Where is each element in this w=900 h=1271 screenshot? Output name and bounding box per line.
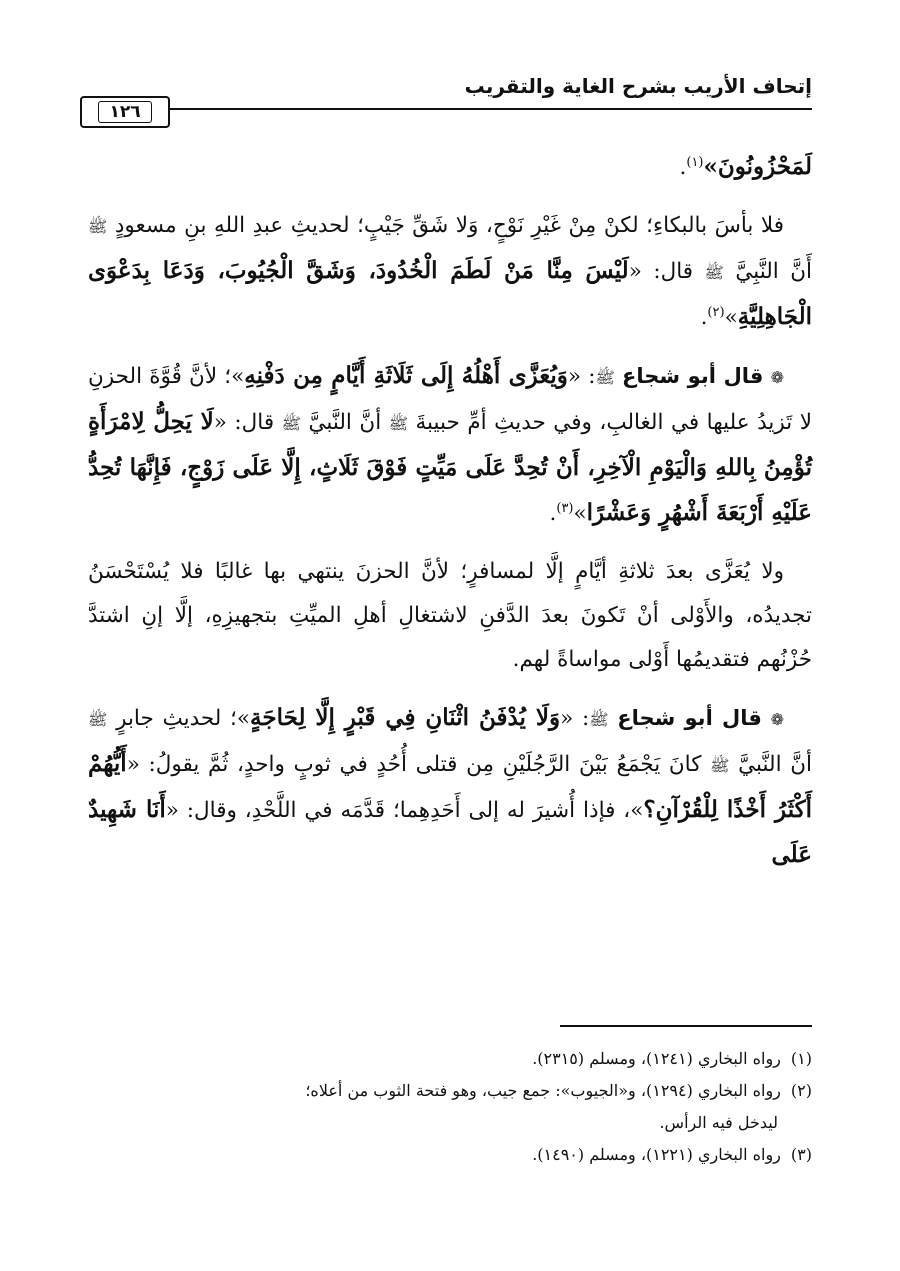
quote-end: لَمَحْزُونُونَ» (703, 153, 812, 180)
footnote-separator (560, 1025, 812, 1027)
text: أَنَّ النَّبِيَّ (735, 259, 812, 284)
honorific-symbol: ﷺ (589, 710, 609, 729)
text: كانَ يَجْمَعُ بَيْنَ الرَّجُلَيْنِ مِن قتلى أُحُدٍ في ثوبٍ واحدٍ، ثُمَّ يقولُ: « (126, 752, 702, 777)
text: »، فإذا أُشيرَ له إلى أَحَدِهِما؛ قَدَّمَه في اللَّحْدِ، وقال: « (165, 798, 644, 823)
paragraph-0 (88, 145, 812, 190)
footnotes (88, 1043, 812, 1171)
text: . (700, 305, 708, 330)
hadith-text: أَنَا شَهِيدٌ عَلَى (88, 796, 812, 868)
hadith-text: لَا يَحِلُّ لِامْرَأَةٍ تُؤْمِنُ بِاللهِ وَالْيَوْمِ الْآخِرِ، أَنْ تُحِدَّ عَلَى مَيِّتٍ فَوْقَ ثَلَاثٍ، إِلَّا عَلَى زَوْجٍ، فَإِنَّهَا تُحِدُّ عَلَيْهِ أَرْبَعَةَ أَشْهُرٍ وَعَشْرًا (88, 408, 812, 526)
header-rule (88, 108, 812, 110)
footnote-text: رواه البخاري (١٢٩٤)، و«الجيوب»: جمع جيب، وهو فتحة الثوب من أعلاه؛ (305, 1081, 781, 1100)
honorific-symbol: ﷺ (281, 414, 301, 433)
page-number-frame (80, 96, 170, 128)
text: » (724, 305, 738, 330)
honorific-symbol: ﷺ (595, 368, 615, 387)
matn-text: وَيُعَزَّى أَهْلُهُ إِلَى ثَلَاثَةِ أَيَّامٍ مِن دَفْنِهِ (244, 362, 568, 389)
footnote-number: (٢) (790, 1081, 812, 1100)
text: : « (560, 706, 590, 731)
honorific-symbol: ﷺ (88, 710, 108, 729)
honorific-symbol: ﷺ (388, 414, 409, 433)
text: قال: « (213, 410, 275, 435)
footnote-2-continued: ليدخل فيه الرأس. (659, 1113, 778, 1132)
paragraph-3: ولا يُعَزَّى بعدَ ثلاثةِ أيَّامٍ إلَّا لمسافرٍ؛ لأنَّ الحزنَ ينتهي بها غالبًا فلا يُسْتَحْسَنُ تجديدُه، والأَوْلى أنْ تَكونَ بعدَ الدَّفنِ لاشتغالِ أهلِ الميِّتِ بتجهيزِهِ، إلَّا إنِ اشتدَّ حُزْنُهم فتقديمُها أَوْلى مواساةً لهم. (88, 559, 812, 672)
text: . (679, 155, 687, 180)
text: : « (567, 364, 596, 389)
running-title: إتحاف الأريب بشرح الغاية والتقريب (464, 74, 812, 98)
text: »؛ لحديثِ جابرٍ (116, 706, 251, 731)
matn-text: وَلَا يُدْفَنُ اثْنَانِ فِي قَبْرٍ إِلَّا لِحَاجَةٍ (250, 704, 561, 731)
honorific-symbol: ﷺ (88, 217, 108, 236)
honorific-symbol: ﷺ (704, 263, 724, 282)
paragraph-4 (88, 696, 812, 878)
footnote-ref-3: (٣) (556, 500, 574, 516)
speaker-label: قال أبو شجاع (622, 364, 764, 388)
hadith-text: أَيُّهُمْ أَكْثَرُ أَخْذًا لِلْقُرْآنِ؟ (88, 750, 812, 823)
footnote-2 (88, 1075, 812, 1107)
text: أنَّ النَّبيَّ (738, 752, 812, 777)
paragraph-2 (88, 354, 812, 536)
text: » (573, 501, 587, 526)
text: قال: « (628, 259, 694, 284)
footnote-text: رواه البخاري (١٢٤١)، ومسلم (٢٣١٥). (532, 1049, 781, 1068)
footnote-ref-1: (١) (686, 154, 704, 170)
speaker-label: قال أبو شجاع (617, 706, 762, 730)
footnote-ref-2: (٢) (707, 304, 725, 320)
honorific-symbol: ﷺ (710, 756, 730, 775)
footnote-3 (88, 1139, 812, 1171)
main-text (88, 145, 812, 878)
text: أنَّ النَّبيَّ (308, 410, 382, 435)
footnote-text: رواه البخاري (١٢٢١)، ومسلم (١٤٩٠). (532, 1145, 781, 1164)
text: »؛ لأنَّ قُوَّةَ الحزنِ لا تَزيدُ عليها في الغالبِ، وفي حديثِ أمِّ حبيبةَ (88, 364, 812, 435)
flower-ornament-icon: ❁ (770, 710, 784, 729)
text: فلا بأسَ بالبكاءِ؛ لكنْ مِنْ غَيْرِ نَوْحٍ، وَلا شَقِّ جَيْبٍ؛ لحديثِ عبدِ اللهِ بنِ مسعودٍ (114, 213, 784, 238)
text: . (549, 501, 557, 526)
flower-ornament-icon: ❁ (770, 368, 785, 387)
footnote-number: (١) (790, 1049, 812, 1068)
page-number: ١٢٦ (98, 101, 151, 123)
footnote-1 (88, 1043, 812, 1075)
hadith-text: لَيْسَ مِنَّا مَنْ لَطَمَ الْخُدُودَ، وَشَقَّ الْجُيُوبَ، وَدَعَا بِدَعْوَى الْجَاهِلِيَّةِ (88, 257, 812, 330)
footnote-number: (٣) (790, 1145, 812, 1164)
paragraph-1 (88, 204, 812, 340)
